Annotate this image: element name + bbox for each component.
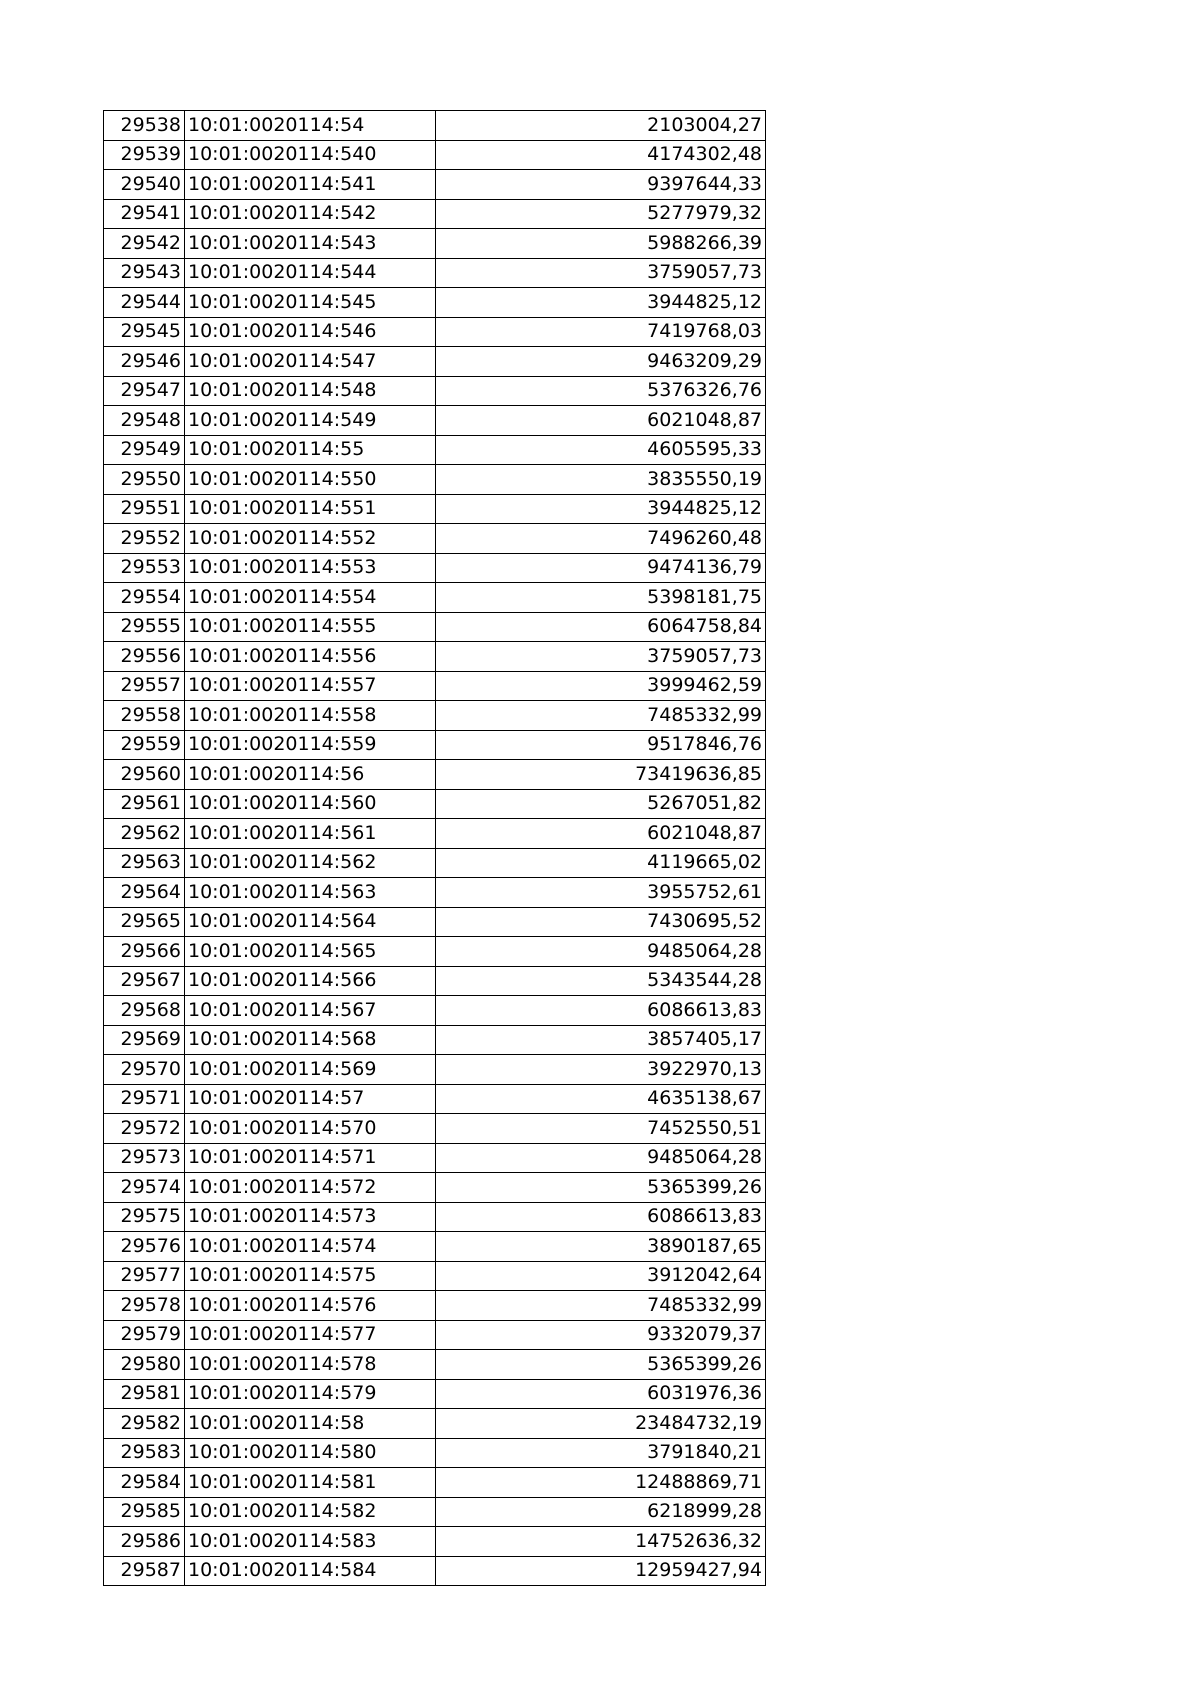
cadastral-number-cell: 10:01:0020114:583	[185, 1527, 436, 1557]
value-cell: 12488869,71	[436, 1468, 766, 1498]
row-id-cell: 29552	[104, 524, 185, 554]
row-id-cell: 29572	[104, 1114, 185, 1144]
cadastral-number-cell: 10:01:0020114:559	[185, 730, 436, 760]
row-id-cell: 29587	[104, 1556, 185, 1586]
value-cell: 6031976,36	[436, 1379, 766, 1409]
cadastral-number-cell: 10:01:0020114:573	[185, 1202, 436, 1232]
value-cell: 5398181,75	[436, 583, 766, 613]
value-cell: 6218999,28	[436, 1497, 766, 1527]
cadastral-number-cell: 10:01:0020114:569	[185, 1055, 436, 1085]
table-row	[104, 494, 766, 524]
row-id-cell: 29541	[104, 199, 185, 229]
table-row	[104, 1202, 766, 1232]
value-cell: 4119665,02	[436, 848, 766, 878]
row-id-cell: 29554	[104, 583, 185, 613]
row-id-cell: 29583	[104, 1438, 185, 1468]
table-row	[104, 701, 766, 731]
row-id-cell: 29547	[104, 376, 185, 406]
value-cell: 3944825,12	[436, 494, 766, 524]
table-row	[104, 1468, 766, 1498]
table-row	[104, 1261, 766, 1291]
value-cell: 5267051,82	[436, 789, 766, 819]
table-row	[104, 730, 766, 760]
cadastral-number-cell: 10:01:0020114:581	[185, 1468, 436, 1498]
cadastral-number-cell: 10:01:0020114:554	[185, 583, 436, 613]
table-row	[104, 317, 766, 347]
table-row	[104, 1143, 766, 1173]
cadastral-number-cell: 10:01:0020114:548	[185, 376, 436, 406]
row-id-cell: 29546	[104, 347, 185, 377]
value-cell: 7430695,52	[436, 907, 766, 937]
table-row	[104, 671, 766, 701]
value-cell: 5988266,39	[436, 229, 766, 259]
cadastral-number-cell: 10:01:0020114:544	[185, 258, 436, 288]
row-id-cell: 29550	[104, 465, 185, 495]
cadastral-number-cell: 10:01:0020114:560	[185, 789, 436, 819]
row-id-cell: 29545	[104, 317, 185, 347]
cadastral-number-cell: 10:01:0020114:56	[185, 760, 436, 790]
value-cell: 4174302,48	[436, 140, 766, 170]
row-id-cell: 29560	[104, 760, 185, 790]
table-row	[104, 229, 766, 259]
value-cell: 4605595,33	[436, 435, 766, 465]
value-cell: 9397644,33	[436, 170, 766, 200]
value-cell: 7485332,99	[436, 1291, 766, 1321]
row-id-cell: 29557	[104, 671, 185, 701]
table-body	[104, 111, 766, 1586]
row-id-cell: 29558	[104, 701, 185, 731]
row-id-cell: 29539	[104, 140, 185, 170]
table-row	[104, 465, 766, 495]
cadastral-number-cell: 10:01:0020114:542	[185, 199, 436, 229]
cadastral-number-cell: 10:01:0020114:576	[185, 1291, 436, 1321]
cadastral-number-cell: 10:01:0020114:54	[185, 111, 436, 141]
cadastral-number-cell: 10:01:0020114:545	[185, 288, 436, 318]
value-cell: 3857405,17	[436, 1025, 766, 1055]
value-cell: 6021048,87	[436, 819, 766, 849]
cadastral-number-cell: 10:01:0020114:567	[185, 996, 436, 1026]
value-cell: 14752636,32	[436, 1527, 766, 1557]
cadastral-number-cell: 10:01:0020114:551	[185, 494, 436, 524]
value-cell: 6021048,87	[436, 406, 766, 436]
row-id-cell: 29567	[104, 966, 185, 996]
table-row	[104, 111, 766, 141]
cadastral-number-cell: 10:01:0020114:580	[185, 1438, 436, 1468]
cadastral-number-cell: 10:01:0020114:558	[185, 701, 436, 731]
row-id-cell: 29581	[104, 1379, 185, 1409]
table-row	[104, 524, 766, 554]
row-id-cell: 29565	[104, 907, 185, 937]
cadastral-number-cell: 10:01:0020114:578	[185, 1350, 436, 1380]
table-row	[104, 199, 766, 229]
table-row	[104, 1114, 766, 1144]
table-row	[104, 1556, 766, 1586]
value-cell: 9474136,79	[436, 553, 766, 583]
cadastral-number-cell: 10:01:0020114:57	[185, 1084, 436, 1114]
table-row	[104, 612, 766, 642]
table-row	[104, 1438, 766, 1468]
cadastral-number-cell: 10:01:0020114:574	[185, 1232, 436, 1262]
table-row	[104, 140, 766, 170]
value-cell: 7496260,48	[436, 524, 766, 554]
row-id-cell: 29578	[104, 1291, 185, 1321]
cadastral-number-cell: 10:01:0020114:575	[185, 1261, 436, 1291]
row-id-cell: 29553	[104, 553, 185, 583]
table-row	[104, 1350, 766, 1380]
row-id-cell: 29564	[104, 878, 185, 908]
value-cell: 3944825,12	[436, 288, 766, 318]
row-id-cell: 29576	[104, 1232, 185, 1262]
value-cell: 3999462,59	[436, 671, 766, 701]
value-cell: 9463209,29	[436, 347, 766, 377]
value-cell: 3759057,73	[436, 642, 766, 672]
table-row	[104, 1409, 766, 1439]
cadastral-number-cell: 10:01:0020114:564	[185, 907, 436, 937]
cadastral-number-cell: 10:01:0020114:566	[185, 966, 436, 996]
table-row	[104, 1232, 766, 1262]
value-cell: 6086613,83	[436, 996, 766, 1026]
value-cell: 12959427,94	[436, 1556, 766, 1586]
row-id-cell: 29555	[104, 612, 185, 642]
table-row	[104, 1025, 766, 1055]
table-row	[104, 376, 766, 406]
table-row	[104, 1497, 766, 1527]
value-cell: 23484732,19	[436, 1409, 766, 1439]
cadastral-number-cell: 10:01:0020114:549	[185, 406, 436, 436]
row-id-cell: 29575	[104, 1202, 185, 1232]
table-row	[104, 937, 766, 967]
cadastral-number-cell: 10:01:0020114:561	[185, 819, 436, 849]
table-row	[104, 819, 766, 849]
cadastral-number-cell: 10:01:0020114:557	[185, 671, 436, 701]
table-row	[104, 1379, 766, 1409]
table-row	[104, 848, 766, 878]
value-cell: 9485064,28	[436, 1143, 766, 1173]
table-row	[104, 907, 766, 937]
table-row	[104, 1055, 766, 1085]
row-id-cell: 29579	[104, 1320, 185, 1350]
cadastral-number-cell: 10:01:0020114:552	[185, 524, 436, 554]
cadastral-number-cell: 10:01:0020114:579	[185, 1379, 436, 1409]
value-cell: 3912042,64	[436, 1261, 766, 1291]
value-cell: 5277979,32	[436, 199, 766, 229]
cadastral-number-cell: 10:01:0020114:547	[185, 347, 436, 377]
value-cell: 6086613,83	[436, 1202, 766, 1232]
value-cell: 9485064,28	[436, 937, 766, 967]
table-row	[104, 966, 766, 996]
row-id-cell: 29542	[104, 229, 185, 259]
cadastral-number-cell: 10:01:0020114:556	[185, 642, 436, 672]
row-id-cell: 29559	[104, 730, 185, 760]
row-id-cell: 29574	[104, 1173, 185, 1203]
row-id-cell: 29540	[104, 170, 185, 200]
cadastral-number-cell: 10:01:0020114:563	[185, 878, 436, 908]
value-cell: 5365399,26	[436, 1173, 766, 1203]
value-cell: 5365399,26	[436, 1350, 766, 1380]
cadastral-number-cell: 10:01:0020114:546	[185, 317, 436, 347]
table-row	[104, 996, 766, 1026]
row-id-cell: 29569	[104, 1025, 185, 1055]
value-cell: 3890187,65	[436, 1232, 766, 1262]
value-cell: 3759057,73	[436, 258, 766, 288]
cadastral-number-cell: 10:01:0020114:562	[185, 848, 436, 878]
table-row	[104, 789, 766, 819]
value-cell: 5343544,28	[436, 966, 766, 996]
row-id-cell: 29548	[104, 406, 185, 436]
row-id-cell: 29551	[104, 494, 185, 524]
cadastral-number-cell: 10:01:0020114:55	[185, 435, 436, 465]
table-row	[104, 258, 766, 288]
table-row	[104, 1084, 766, 1114]
value-cell: 3922970,13	[436, 1055, 766, 1085]
value-cell: 9332079,37	[436, 1320, 766, 1350]
table-row	[104, 170, 766, 200]
row-id-cell: 29570	[104, 1055, 185, 1085]
row-id-cell: 29561	[104, 789, 185, 819]
row-id-cell: 29549	[104, 435, 185, 465]
cadastral-number-cell: 10:01:0020114:582	[185, 1497, 436, 1527]
table-row	[104, 553, 766, 583]
table-row	[104, 583, 766, 613]
cadastral-number-cell: 10:01:0020114:555	[185, 612, 436, 642]
table-row	[104, 406, 766, 436]
row-id-cell: 29577	[104, 1261, 185, 1291]
cadastral-number-cell: 10:01:0020114:541	[185, 170, 436, 200]
row-id-cell: 29571	[104, 1084, 185, 1114]
row-id-cell: 29562	[104, 819, 185, 849]
value-cell: 3955752,61	[436, 878, 766, 908]
cadastral-number-cell: 10:01:0020114:553	[185, 553, 436, 583]
row-id-cell: 29563	[104, 848, 185, 878]
value-cell: 3835550,19	[436, 465, 766, 495]
cadastral-number-cell: 10:01:0020114:550	[185, 465, 436, 495]
table-row	[104, 288, 766, 318]
cadastral-number-cell: 10:01:0020114:584	[185, 1556, 436, 1586]
row-id-cell: 29585	[104, 1497, 185, 1527]
table-row	[104, 1527, 766, 1557]
table-row	[104, 878, 766, 908]
value-cell: 73419636,85	[436, 760, 766, 790]
value-cell: 7452550,51	[436, 1114, 766, 1144]
table-row	[104, 642, 766, 672]
row-id-cell: 29582	[104, 1409, 185, 1439]
cadastral-number-cell: 10:01:0020114:540	[185, 140, 436, 170]
row-id-cell: 29566	[104, 937, 185, 967]
table-row	[104, 1291, 766, 1321]
cadastral-number-cell: 10:01:0020114:570	[185, 1114, 436, 1144]
value-cell: 7485332,99	[436, 701, 766, 731]
cadastral-number-cell: 10:01:0020114:58	[185, 1409, 436, 1439]
row-id-cell: 29538	[104, 111, 185, 141]
table-row	[104, 1320, 766, 1350]
value-cell: 7419768,03	[436, 317, 766, 347]
row-id-cell: 29544	[104, 288, 185, 318]
value-cell: 3791840,21	[436, 1438, 766, 1468]
row-id-cell: 29568	[104, 996, 185, 1026]
table-row	[104, 1173, 766, 1203]
row-id-cell: 29556	[104, 642, 185, 672]
value-cell: 6064758,84	[436, 612, 766, 642]
row-id-cell: 29584	[104, 1468, 185, 1498]
row-id-cell: 29580	[104, 1350, 185, 1380]
cadastral-number-cell: 10:01:0020114:572	[185, 1173, 436, 1203]
value-cell: 5376326,76	[436, 376, 766, 406]
cadastral-number-cell: 10:01:0020114:577	[185, 1320, 436, 1350]
value-cell: 4635138,67	[436, 1084, 766, 1114]
value-cell: 9517846,76	[436, 730, 766, 760]
row-id-cell: 29573	[104, 1143, 185, 1173]
cadastral-number-cell: 10:01:0020114:565	[185, 937, 436, 967]
table-row	[104, 760, 766, 790]
row-id-cell: 29543	[104, 258, 185, 288]
cadastral-number-cell: 10:01:0020114:568	[185, 1025, 436, 1055]
data-table	[103, 110, 766, 1586]
cadastral-number-cell: 10:01:0020114:571	[185, 1143, 436, 1173]
table-row	[104, 347, 766, 377]
cadastral-number-cell: 10:01:0020114:543	[185, 229, 436, 259]
table-row	[104, 435, 766, 465]
value-cell: 2103004,27	[436, 111, 766, 141]
row-id-cell: 29586	[104, 1527, 185, 1557]
